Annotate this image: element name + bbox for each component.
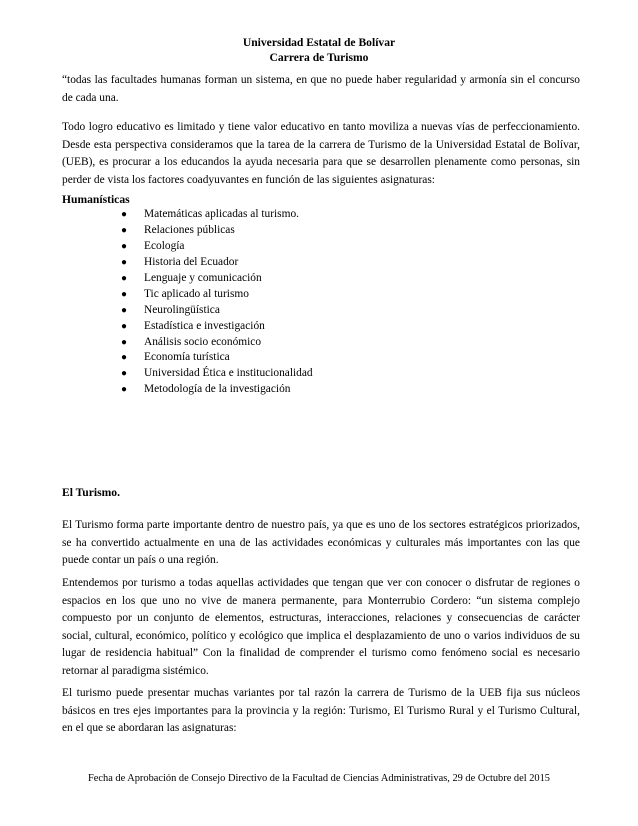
turismo-paragraph-2: Entendemos por turismo a todas aquellas actividades que tengan que ver con conocer o disfrutar de regiones o espacios en los que uno no vive de manera permanente, para Monterrubio Cordero: “un sistema complejo compuesto por un conjunto de elementos, estructuras, interacciones, relaciones y consecuencias de carácter social, cultural, económico, político y ecológico que implica el desplazamiento de uno o varios individuos de su lugar de residencia habitual” Con la finalidad de comprender el turismo como fenómeno social es necesario retornar al paradigma sistémico. (62, 577, 580, 677)
humanisticas-heading: Humanísticas (62, 193, 130, 206)
list-item: ● Metodología de la investigación (120, 382, 313, 398)
intro-paragraph: Todo logro educativo es limitado y tiene valor educativo en tanto moviliza a nuevas vías de perfeccionamiento. Desde esta perspectiva consideramos que la tarea de la carrera de Turismo de la Universidad Estatal de Bolívar, (UEB), es procurar a los educandos la ayuda necesaria para que se desarrollen plenamente como personas, sin perder de vista los factores coadyuvantes en función de las siguientes asignaturas: (62, 121, 580, 186)
list-item: ● Historia del Ecuador (120, 255, 313, 271)
page-footer: Fecha de Aprobación de Consejo Directivo de la Facultad de Ciencias Administrativas, 29 de Octubre del 2015 (88, 773, 550, 784)
list-item: ● Tic aplicado al turismo (120, 287, 313, 303)
turismo-paragraph-1: El Turismo forma parte importante dentro de nuestro país, ya que es uno de los sectores estratégicos priorizados, se ha convertido actualmente en una de las actividades económicas y culturales más importantes con las que puede contar un país o una región. (62, 519, 580, 567)
list-item: ● Relaciones públicas (120, 223, 313, 239)
university-title: Universidad Estatal de Bolívar (242, 36, 396, 49)
bullet-icon: ● (120, 209, 128, 220)
document-header (0, 35, 638, 65)
turismo-heading: El Turismo. (62, 486, 120, 499)
bullet-icon: ● (120, 336, 128, 348)
list-item: ● Análisis socio económico (120, 335, 313, 351)
list-item: ● Universidad Ética e institucionalidad (120, 366, 313, 382)
bullet-icon: ● (120, 272, 128, 284)
list-item: ● Neurolingüística (120, 303, 313, 319)
list-item: ● Matemáticas aplicadas al turismo. (120, 207, 313, 223)
list-item: ● Lenguaje y comunicación (120, 271, 313, 287)
bullet-icon: ● (120, 256, 128, 268)
bullet-icon: ● (120, 368, 128, 380)
bullet-icon: ● (120, 240, 128, 252)
bullet-icon: ● (120, 384, 128, 396)
subjects-list (120, 207, 313, 398)
career-title: Carrera de Turismo (269, 51, 369, 64)
bullet-icon: ● (120, 288, 128, 300)
bullet-icon: ● (120, 320, 128, 332)
list-item: ● Estadística e investigación (120, 319, 313, 335)
turismo-paragraph-3: El turismo puede presentar muchas variantes por tal razón la carrera de Turismo de la UEB fija sus núcleos básicos en tres ejes importantes para la provincia y la región: Turismo, El Turismo Rural y el Turismo Cultural, en el que se abordaran las asignaturas: (62, 687, 580, 735)
bullet-icon: ● (120, 224, 128, 236)
list-item: ● Economía turística (120, 350, 313, 366)
list-item: ● Ecología (120, 239, 313, 255)
bullet-icon: ● (120, 352, 128, 364)
quote-paragraph: “todas las facultades humanas forman un sistema, en que no puede haber regularidad y armonía sin el concurso de cada una. (62, 74, 580, 104)
bullet-icon: ● (120, 304, 128, 316)
